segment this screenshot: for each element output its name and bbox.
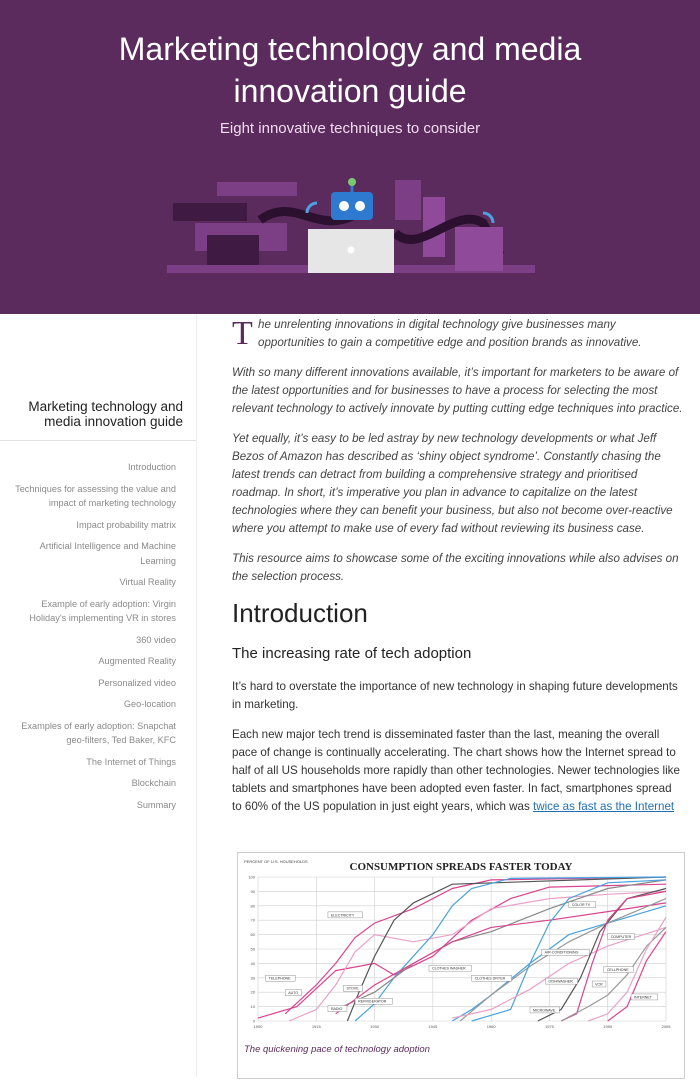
x-tick-label: 1960 <box>486 1024 496 1029</box>
y-tick-label: 30 <box>250 975 255 981</box>
section-heading-introduction: Introduction <box>232 598 368 628</box>
twice-as-fast-link[interactable]: twice as fast as the Internet <box>532 800 675 813</box>
intro-paragraph-1: With so many different innovations available, it’s important for marketers to be aware of the latest opportunities and for businesses to have a process for selecting the most relevant technology to actively innovate by putting cutting edge techniques into practice. <box>232 366 683 415</box>
y-tick-label: 100 <box>248 874 255 880</box>
series-label: CLOTHES DRYER <box>474 976 506 981</box>
toc-item-introduction[interactable]: Introduction <box>127 462 176 472</box>
lead-text: he unrelenting innovations in digital technology give businesses many opportunities to gain a competitive edge and position brands as innovative. <box>258 318 642 349</box>
toc-item-geo-examples[interactable]: Examples of early adoption: Snapchat geo-filters, Ted Baker, KFC <box>21 720 176 745</box>
y-tick-label: 90 <box>250 888 255 894</box>
series-label: ELECTRICITY <box>330 913 355 918</box>
toc-item-ai-ml[interactable]: Artificial Intelligence and Machine Learning <box>39 541 176 566</box>
toc-item-blockchain[interactable]: Blockchain <box>131 778 176 788</box>
page-title-line-1: Marketing technology and media <box>118 31 582 67</box>
toc-list <box>6 460 176 819</box>
series-label: DISHWASHER <box>548 979 573 984</box>
series-label: INTERNET <box>634 995 652 1000</box>
series-label: VCR <box>595 982 603 987</box>
toc-item-impact-matrix[interactable]: Impact probability matrix <box>76 519 176 530</box>
lead-paragraph <box>232 316 684 352</box>
series-label: AIR-CONDITIONING <box>544 950 579 955</box>
y-tick-label: 10 <box>250 1004 255 1010</box>
toc-item-360-video[interactable]: 360 video <box>136 634 176 645</box>
toc-item-augmented-reality[interactable]: Augmented Reality <box>98 656 176 666</box>
article-body <box>232 314 684 828</box>
series-label: RADIO <box>330 1006 343 1011</box>
series-line-internet <box>608 932 666 1021</box>
x-tick-label: 1915 <box>311 1024 321 1029</box>
sidebar-title: Marketing technology and media innovation guide <box>28 399 183 429</box>
toc-item-geo-location[interactable]: Geo-location <box>123 699 176 709</box>
hero-banner <box>0 0 700 314</box>
series-label: AUTO <box>288 991 299 996</box>
page-title <box>0 28 700 112</box>
body-paragraph-2 <box>232 726 684 816</box>
body-paragraph-2-text: Each new major tech trend is disseminated faster than the last, meaning the overall pace of change is continually accelerating. The chart shows how the Internet spread to half of all US households more rapidly than other technologies. Newer technologies like tablets and smartphones have been adopted even faster. In fact, smartphones spread to 60% of the US population in just eight years, which was <box>232 728 680 813</box>
y-tick-label: 60 <box>250 932 255 938</box>
x-tick-label: 1990 <box>603 1024 613 1029</box>
toc-item-virtual-reality[interactable]: Virtual Reality <box>119 577 176 587</box>
page-subtitle: Eight innovative techniques to consider <box>219 120 481 137</box>
chart-ylabel: PERCENT OF U.S. HOUSEHOLDS <box>244 859 308 864</box>
robot-laptop-illustration <box>165 175 535 280</box>
body-paragraph-1: It’s hard to overstate the importance of new technology in shaping future developments in marketing. <box>232 680 678 711</box>
toc-item-summary[interactable]: Summary <box>136 799 176 810</box>
y-tick-label: 0 <box>252 1018 255 1024</box>
intro-paragraph-3: This resource aims to showcase some of the exciting innovations while also advises on the selection process. <box>232 552 679 583</box>
series-label: REFRIGERATOR <box>358 999 387 1004</box>
subheading-tech-adoption: The increasing rate of tech adoption <box>232 645 472 662</box>
x-tick-label: 1945 <box>428 1024 438 1029</box>
toc-item-iot[interactable]: The Internet of Things <box>86 756 176 767</box>
y-tick-label: 80 <box>250 903 255 909</box>
series-label: COLOR TV <box>571 903 591 908</box>
series-label: MICROWAVE <box>533 1008 556 1013</box>
series-line-telephone <box>258 884 666 1018</box>
series-line-dishwasher <box>452 927 666 1018</box>
y-tick-label: 20 <box>250 989 255 995</box>
table-of-contents-sidebar <box>0 314 197 1077</box>
x-tick-label: 1900 <box>253 1024 263 1029</box>
series-label: TELEPHONE <box>268 976 291 981</box>
series-label: COMPUTER <box>610 934 632 939</box>
x-tick-label: 1975 <box>544 1024 554 1029</box>
y-tick-label: 50 <box>250 946 255 952</box>
series-label: CLOTHES WASHER <box>431 966 466 971</box>
page-title-line-2: innovation guide <box>233 73 467 109</box>
toc-item-techniques[interactable]: Techniques for assessing the value and impact of marketing technology <box>15 483 176 508</box>
sidebar-divider <box>0 440 196 441</box>
x-tick-label: 2005 <box>661 1024 671 1029</box>
toc-item-virgin-vr[interactable]: Example of early adoption: Virgin Holiday's implementing VR in stores <box>29 598 176 623</box>
drop-cap: T <box>232 315 253 352</box>
series-label: STOVE <box>346 986 359 991</box>
chart-caption: The quickening pace of technology adoption <box>244 1044 430 1055</box>
illustration-shapes <box>167 178 535 273</box>
y-tick-label: 40 <box>250 960 255 966</box>
toc-item-personalized-video[interactable]: Personalized video <box>98 677 176 688</box>
chart-title: CONSUMPTION SPREADS FASTER TODAY <box>349 861 573 873</box>
intro-paragraph-2: Yet equally, it’s easy to be led astray by new technology developments or what Jeff Bezos of Amazon has described as ‘shiny object syndrome’. Constantly chasing the latest trends can detract from building a comprehensive strategy and prioritised roadmap. In short, it’s imperative you plan in advance to capitalize on the latest technologies where they can benefit your business, but also not become over-reactive where you attempt to make use of every fad without reviewing its business case. <box>232 432 673 535</box>
x-tick-label: 1930 <box>370 1024 380 1029</box>
y-tick-label: 70 <box>250 917 255 923</box>
series-label: CELLPHONE <box>606 968 629 972</box>
